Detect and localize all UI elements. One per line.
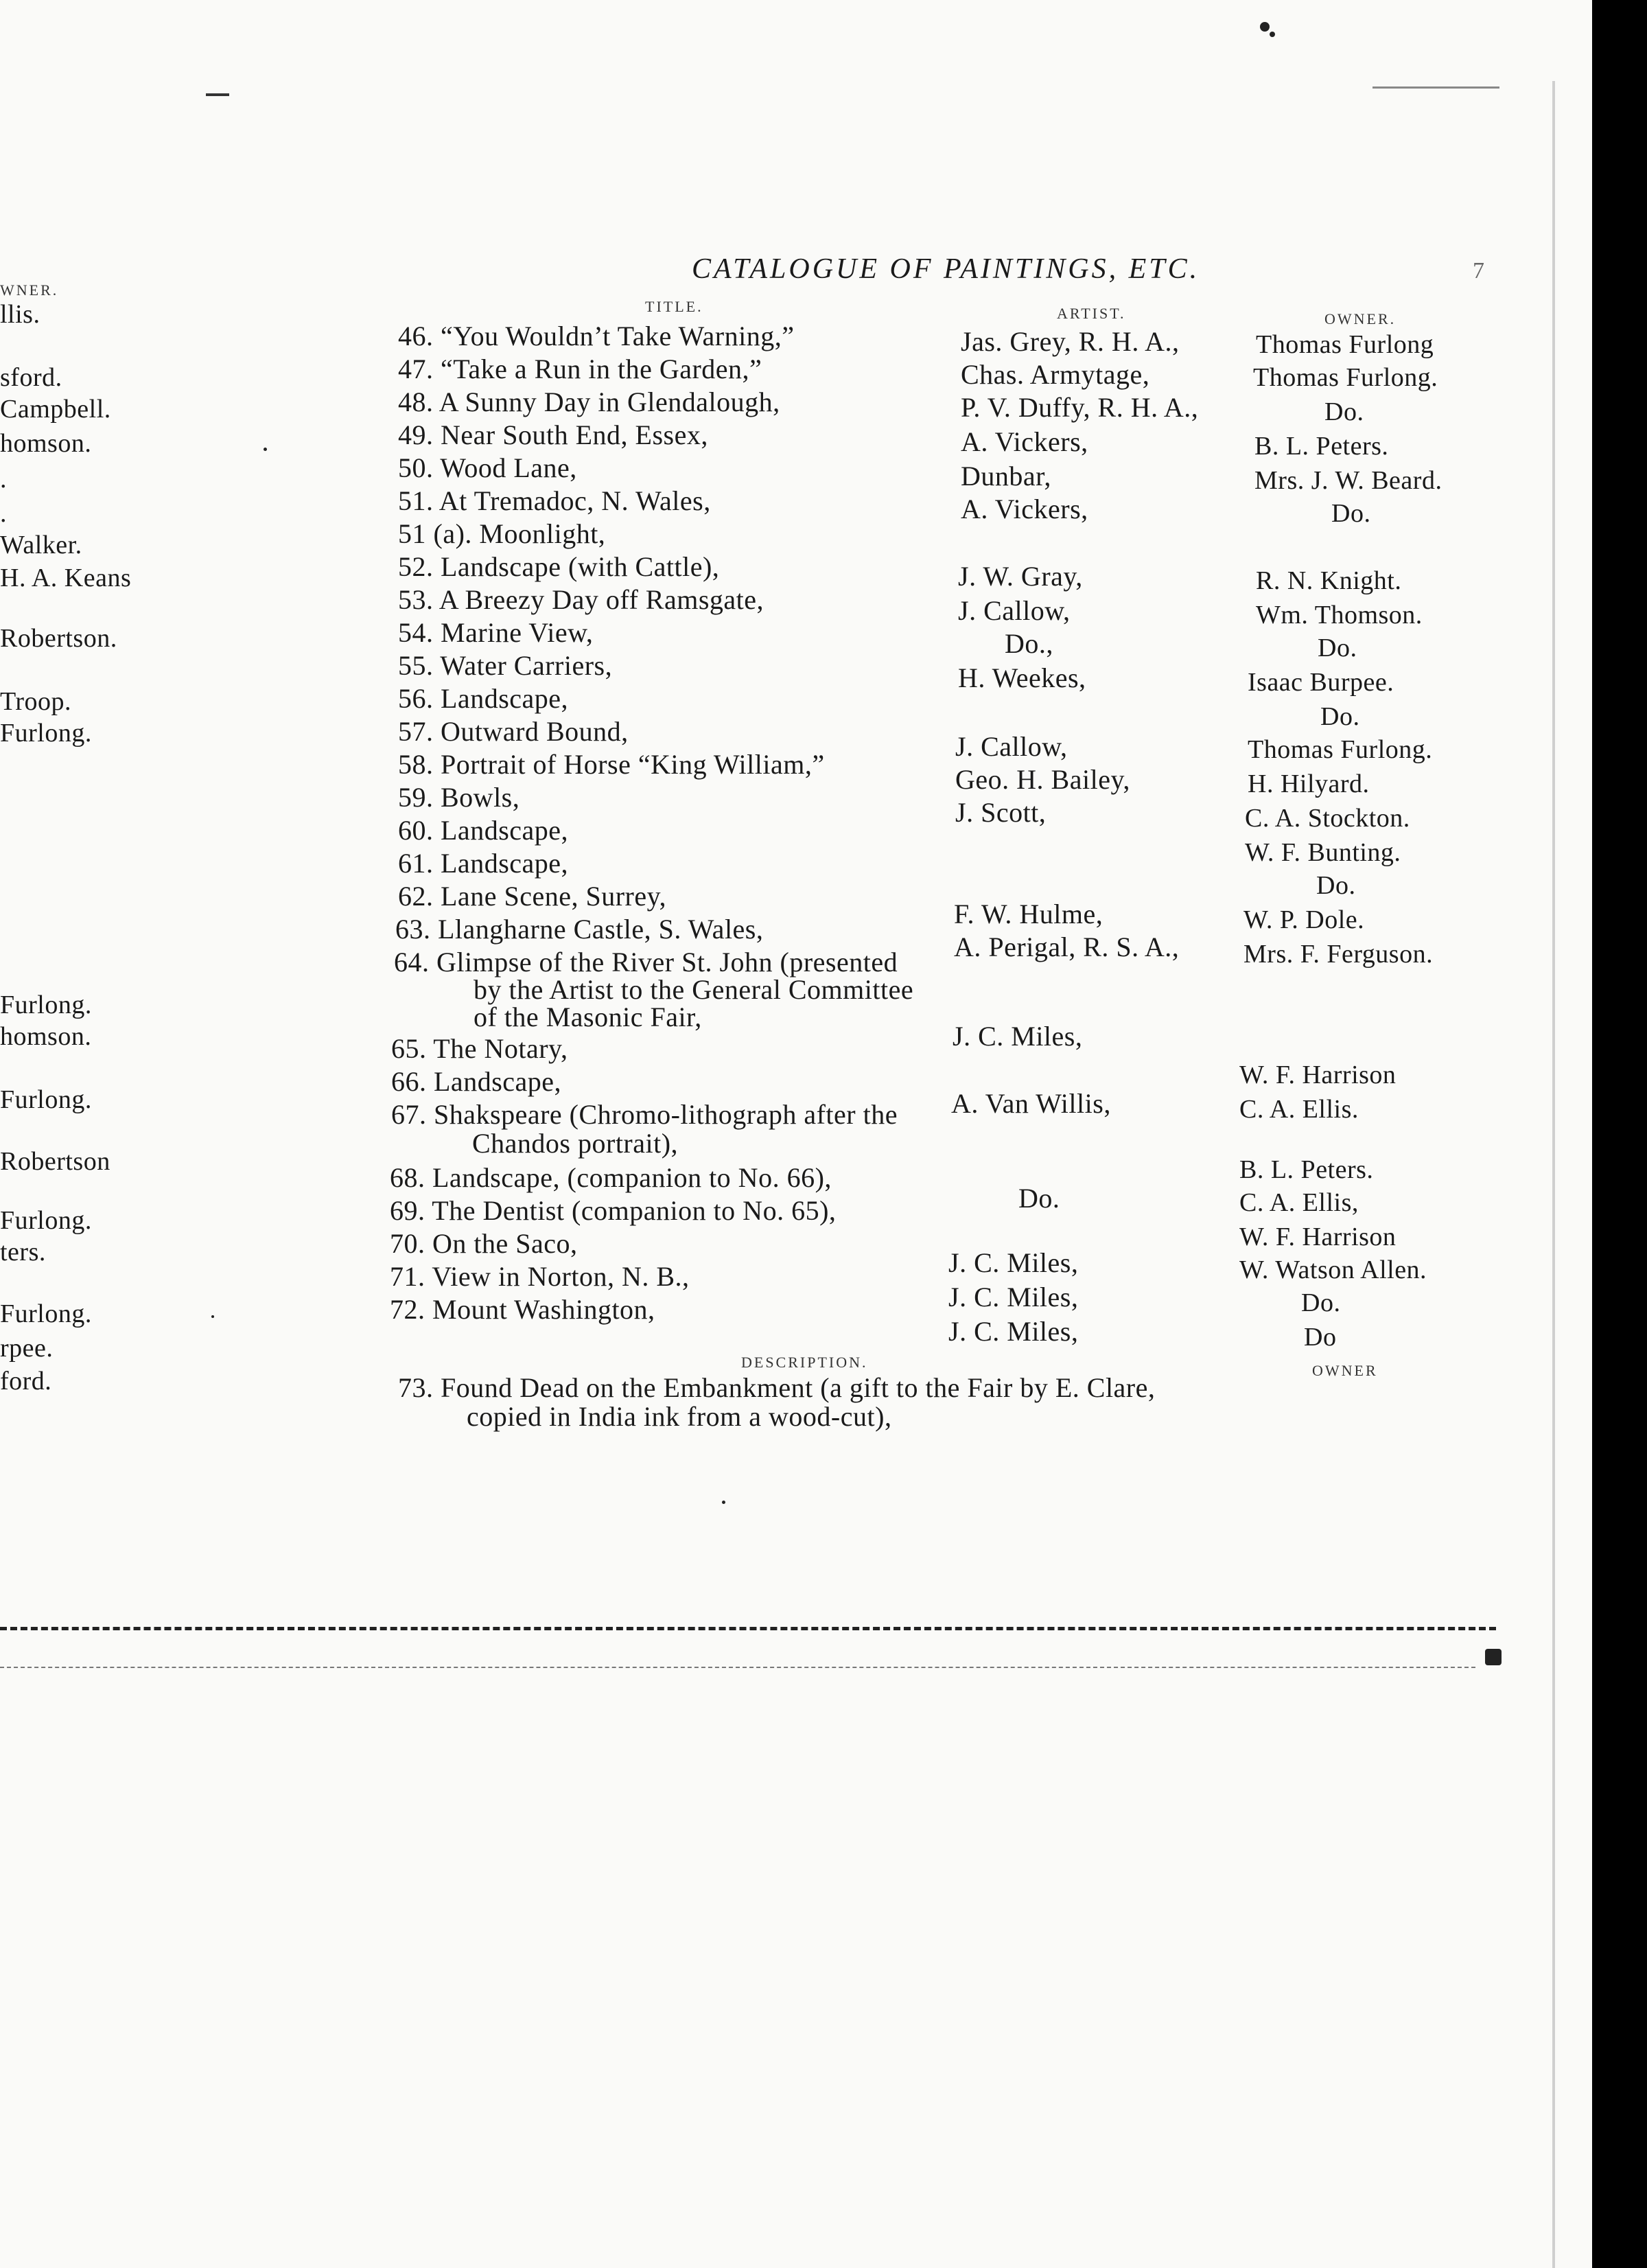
- bottom-rule: [0, 1627, 1496, 1630]
- description-header: DESCRIPTION.: [741, 1354, 868, 1371]
- entry-title: 46. “You Wouldn’t Take Warning,”: [398, 321, 795, 351]
- entry-owner: W. F. Bunting.: [1245, 838, 1401, 867]
- entry-title: 52. Landscape (with Cattle),: [398, 551, 720, 582]
- stray-speck: [722, 1501, 725, 1504]
- entry-artist: H. Weekes,: [958, 662, 1086, 693]
- entry-owner: Thomas Furlong: [1256, 330, 1434, 359]
- owner-header-bottom: OWNER: [1312, 1362, 1378, 1379]
- left-owner-line: Furlong.: [0, 991, 92, 1019]
- left-owner-header: WNER.: [0, 281, 59, 299]
- entry-artist: A. Vickers,: [961, 494, 1088, 524]
- entry-artist: P. V. Duffy, R. H. A.,: [961, 392, 1199, 423]
- entry-artist: A. Perigal, R. S. A.,: [954, 931, 1180, 962]
- entry-title: 63. Llangharne Castle, S. Wales,: [395, 914, 764, 945]
- entry-owner: W. Watson Allen.: [1239, 1256, 1427, 1284]
- left-owner-line: Furlong.: [0, 1299, 92, 1328]
- left-owner-line: rpee.: [0, 1334, 54, 1363]
- entry-artist: J. Callow,: [955, 731, 1068, 762]
- running-title: CATALOGUE OF PAINTINGS, ETC.: [692, 253, 1200, 285]
- entry-owner: Mrs. J. W. Beard.: [1254, 466, 1442, 495]
- left-owner-line: ford.: [0, 1367, 52, 1396]
- entry-owner: Isaac Burpee.: [1248, 668, 1394, 697]
- entry-title: 65. The Notary,: [391, 1033, 568, 1064]
- entry-owner: Do.: [1320, 702, 1360, 731]
- entry-owner: Mrs. F. Ferguson.: [1243, 940, 1434, 969]
- entry-artist: J. C. Miles,: [953, 1021, 1083, 1052]
- entry-owner: W. F. Harrison: [1239, 1061, 1397, 1089]
- entry-title-continued: by the Artist to the General Committee: [474, 974, 914, 1005]
- entry-title: 54. Marine View,: [398, 617, 594, 648]
- left-owner-line: Robertson.: [0, 624, 117, 653]
- left-owner-line: Walker.: [0, 531, 82, 559]
- entry-owner: H. Hilyard.: [1248, 769, 1370, 798]
- entry-title: 59. Bowls,: [398, 782, 520, 813]
- entry-title: 47. “Take a Run in the Garden,”: [398, 354, 762, 384]
- entry-artist: Do.: [1018, 1183, 1060, 1214]
- entry-title: 71. View in Norton, N. B.,: [390, 1261, 690, 1292]
- entry-title: 53. A Breezy Day off Ramsgate,: [398, 584, 764, 615]
- entry-artist: A. Van Willis,: [951, 1088, 1111, 1119]
- entry-title: 58. Portrait of Horse “King William,”: [398, 749, 825, 780]
- entry-artist: J. C. Miles,: [948, 1316, 1079, 1347]
- corner-speck: [1270, 32, 1275, 37]
- entry-owner: Do.: [1301, 1288, 1341, 1317]
- entry-owner: Thomas Furlong.: [1248, 735, 1433, 764]
- entry-title: 50. Wood Lane,: [398, 452, 577, 483]
- title-header: TITLE.: [645, 298, 703, 315]
- entry-artist: J. C. Miles,: [948, 1282, 1079, 1312]
- entry-owner: Do.: [1331, 499, 1371, 528]
- entry-title: 49. Near South End, Essex,: [398, 419, 708, 450]
- entry-artist: Geo. H. Bailey,: [955, 764, 1130, 795]
- entry-title: 55. Water Carriers,: [398, 650, 613, 681]
- entry-title: 64. Glimpse of the River St. John (presented: [394, 947, 898, 977]
- entry-title: 60. Landscape,: [398, 815, 569, 846]
- entry-title: 66. Landscape,: [391, 1066, 562, 1097]
- entry-owner: C. A. Stockton.: [1245, 804, 1410, 833]
- left-owner-line: Robertson: [0, 1147, 110, 1176]
- entry-title: 69. The Dentist (companion to No. 65),: [390, 1195, 837, 1226]
- entry-owner: B. L. Peters.: [1254, 432, 1389, 461]
- page-number: 7: [1473, 258, 1485, 284]
- stray-speck: [264, 448, 267, 451]
- left-owner-line: Furlong.: [0, 1085, 92, 1114]
- entry-artist: J. Callow,: [958, 595, 1071, 626]
- entry-title: 70. On the Saco,: [390, 1228, 578, 1259]
- entry-owner: Do: [1304, 1323, 1337, 1352]
- entry-title: 56. Landscape,: [398, 683, 569, 714]
- entry-owner: Thomas Furlong.: [1253, 363, 1438, 392]
- left-owner-line: .: [0, 465, 7, 494]
- entry-artist: Chas. Armytage,: [961, 359, 1150, 390]
- entry-title: 68. Landscape, (companion to No. 66),: [390, 1162, 832, 1193]
- left-owner-line: H. A. Keans: [0, 564, 132, 592]
- entry-artist: Jas. Grey, R. H. A.,: [961, 326, 1180, 357]
- left-owner-line: Troop.: [0, 687, 72, 716]
- entry-artist: Do.,: [1005, 628, 1053, 659]
- entry-title: 67. Shakspeare (Chromo-lithograph after the: [391, 1099, 898, 1130]
- entry-artist: J. C. Miles,: [948, 1247, 1079, 1278]
- stray-speck: [211, 1315, 214, 1318]
- left-owner-line: Furlong.: [0, 719, 92, 748]
- top-dash-mark: [206, 93, 229, 96]
- artist-header: ARTIST.: [1057, 305, 1126, 322]
- entry-title-continued: Chandos portrait),: [472, 1128, 679, 1159]
- left-owner-line: sford.: [0, 363, 62, 392]
- description-entry: 73. Found Dead on the Embankment (a gift to the Fair by E. Clare,: [398, 1372, 1156, 1403]
- entry-owner: R. N. Knight.: [1256, 566, 1402, 595]
- left-owner-line: llis.: [0, 300, 40, 329]
- entry-owner: Do.: [1316, 871, 1356, 900]
- bottom-rule-thin: [0, 1667, 1475, 1668]
- entry-owner: Wm. Thomson.: [1256, 601, 1423, 629]
- left-owner-line: homson.: [0, 429, 92, 458]
- entry-artist: Dunbar,: [961, 461, 1051, 491]
- entry-artist: F. W. Hulme,: [954, 899, 1103, 929]
- entry-title: 48. A Sunny Day in Glendalough,: [398, 386, 780, 417]
- entry-owner: W. F. Harrison: [1239, 1223, 1397, 1251]
- entry-artist: J. Scott,: [955, 797, 1047, 828]
- entry-title: 51. At Tremadoc, N. Wales,: [398, 485, 711, 516]
- entry-artist: J. W. Gray,: [958, 561, 1083, 592]
- entry-owner: C. A. Ellis,: [1239, 1188, 1359, 1217]
- entry-owner: B. L. Peters.: [1239, 1155, 1374, 1184]
- left-owner-line: Campbell.: [0, 395, 111, 424]
- left-owner-line: .: [0, 499, 7, 528]
- entry-title: 51 (a). Moonlight,: [398, 518, 606, 549]
- page-edge-shadow: [1552, 81, 1555, 2268]
- left-owner-line: Furlong.: [0, 1206, 92, 1235]
- entry-owner: Do.: [1318, 634, 1357, 662]
- bottom-rule-end-mark: [1485, 1649, 1502, 1665]
- entry-artist: A. Vickers,: [961, 426, 1088, 457]
- entry-title: 72. Mount Washington,: [390, 1294, 655, 1325]
- description-entry-continued: copied in India ink from a wood-cut),: [467, 1401, 892, 1432]
- entry-owner: C. A. Ellis.: [1239, 1095, 1359, 1124]
- top-right-rule: [1372, 86, 1499, 89]
- entry-title: 57. Outward Bound,: [398, 716, 629, 747]
- corner-speck: [1260, 22, 1270, 32]
- entry-owner: W. P. Dole.: [1243, 905, 1365, 934]
- entry-title: 61. Landscape,: [398, 848, 569, 879]
- owner-header: OWNER.: [1324, 310, 1397, 327]
- entry-title: 62. Lane Scene, Surrey,: [398, 881, 666, 912]
- entry-title-continued: of the Masonic Fair,: [474, 1002, 702, 1032]
- left-owner-line: ters.: [0, 1238, 46, 1266]
- left-owner-line: homson.: [0, 1022, 92, 1051]
- entry-owner: Do.: [1324, 397, 1364, 426]
